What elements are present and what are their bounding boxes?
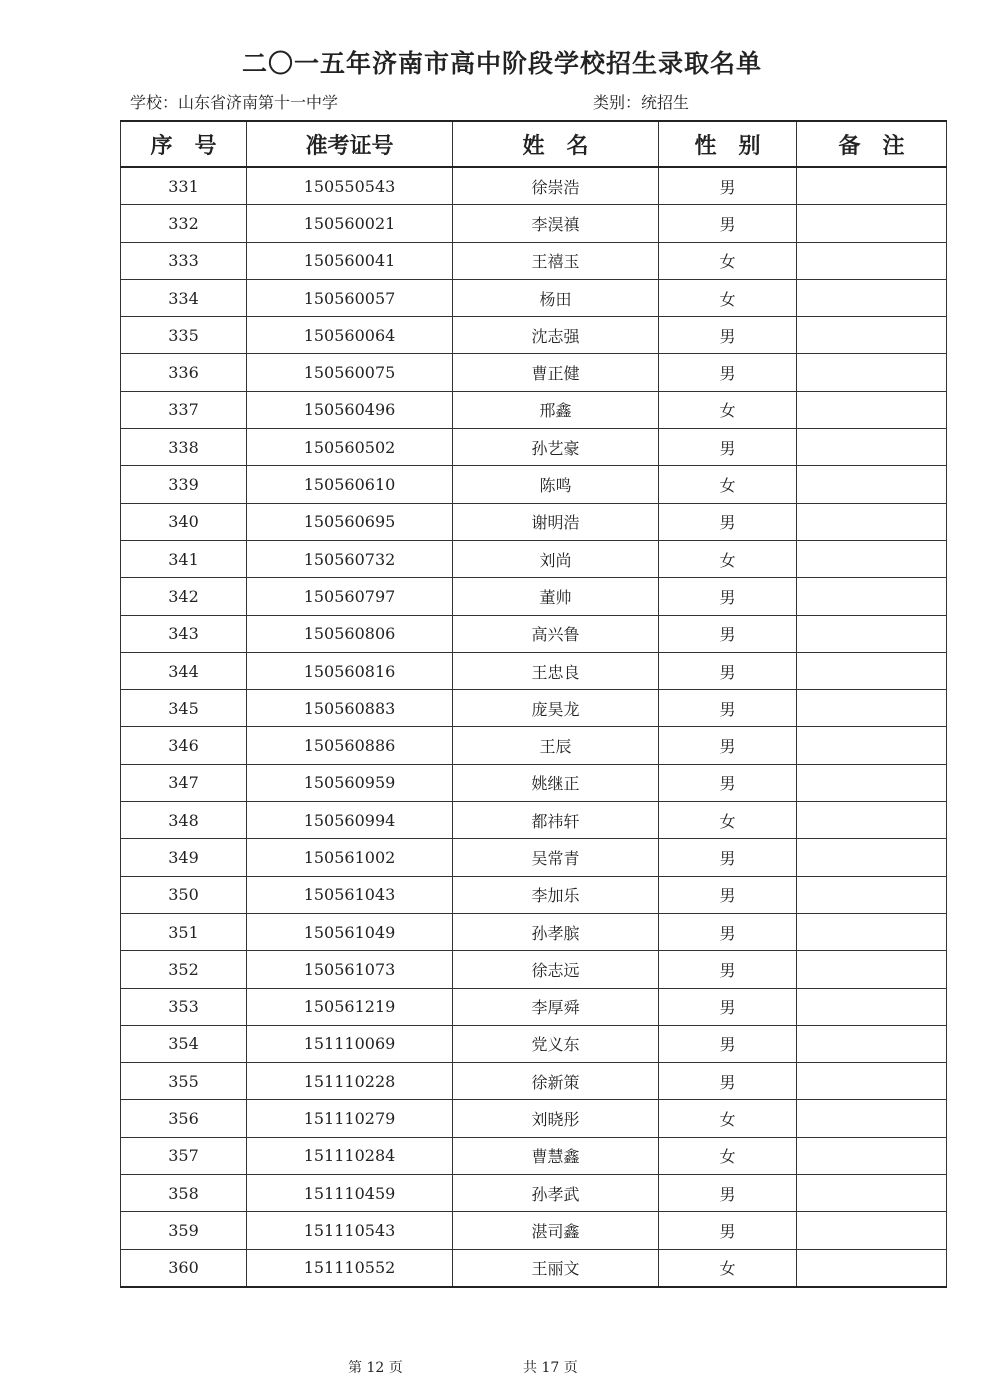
cell-gender: 女 [659,1100,797,1137]
cell-note [797,839,947,876]
cell-seq: 340 [121,503,247,540]
column-header-name: 姓 名 [453,121,659,167]
cell-exam-id: 151110228 [247,1063,453,1100]
cell-seq: 333 [121,242,247,279]
cell-seq: 349 [121,839,247,876]
cell-seq: 350 [121,876,247,913]
cell-note [797,466,947,503]
category-label: 类别：统招生 [593,93,690,112]
cell-name: 徐志远 [453,951,659,988]
table-row [121,1025,947,1062]
cell-name: 杨田 [453,279,659,316]
cell-note [797,205,947,242]
cell-gender: 男 [659,1063,797,1100]
cell-seq: 345 [121,690,247,727]
cell-seq: 347 [121,764,247,801]
cell-seq: 354 [121,1025,247,1062]
cell-gender: 女 [659,242,797,279]
cell-gender: 男 [659,652,797,689]
cell-exam-id: 150561073 [247,951,453,988]
cell-note [797,242,947,279]
cell-exam-id: 150561002 [247,839,453,876]
cell-seq: 358 [121,1175,247,1212]
cell-name: 刘晓彤 [453,1100,659,1137]
cell-seq: 332 [121,205,247,242]
cell-name: 王忠良 [453,652,659,689]
cell-exam-id: 150550543 [247,167,453,205]
cell-exam-id: 150560075 [247,354,453,391]
cell-exam-id: 150560883 [247,690,453,727]
cell-gender: 女 [659,802,797,839]
cell-gender: 男 [659,764,797,801]
table-row [121,1175,947,1212]
table-row [121,466,947,503]
cell-name: 王禧玉 [453,242,659,279]
table-row [121,167,947,205]
table-row [121,429,947,466]
table-row [121,540,947,577]
cell-note [797,279,947,316]
cell-gender: 男 [659,317,797,354]
cell-note [797,429,947,466]
cell-exam-id: 150560959 [247,764,453,801]
table-row [121,1100,947,1137]
cell-note [797,1100,947,1137]
cell-note [797,1137,947,1174]
cell-exam-id: 150560886 [247,727,453,764]
cell-seq: 338 [121,429,247,466]
cell-note [797,540,947,577]
cell-note [797,652,947,689]
table-row [121,615,947,652]
cell-gender: 男 [659,167,797,205]
cell-gender: 女 [659,279,797,316]
cell-name: 谢明浩 [453,503,659,540]
cell-exam-id: 150561043 [247,876,453,913]
cell-note [797,1063,947,1100]
cell-exam-id: 151110279 [247,1100,453,1137]
cell-gender: 男 [659,727,797,764]
cell-gender: 男 [659,1212,797,1249]
cell-gender: 男 [659,876,797,913]
table-header-row [121,121,947,167]
cell-exam-id: 151110552 [247,1249,453,1287]
cell-gender: 男 [659,205,797,242]
page-total: 共 17 页 [523,1360,578,1376]
cell-exam-id: 151110459 [247,1175,453,1212]
cell-note [797,876,947,913]
cell-gender: 男 [659,615,797,652]
cell-gender: 男 [659,1025,797,1062]
cell-gender: 女 [659,1249,797,1287]
cell-seq: 331 [121,167,247,205]
cell-note [797,167,947,205]
cell-name: 邢鑫 [453,391,659,428]
cell-name: 吴常青 [453,839,659,876]
cell-seq: 357 [121,1137,247,1174]
cell-name: 王辰 [453,727,659,764]
cell-name: 都祎轩 [453,802,659,839]
cell-gender: 男 [659,839,797,876]
table-body [121,167,947,1287]
cell-seq: 336 [121,354,247,391]
cell-note [797,1175,947,1212]
cell-name: 曹慧鑫 [453,1137,659,1174]
cell-note [797,764,947,801]
cell-name: 李淏禛 [453,205,659,242]
cell-exam-id: 150561219 [247,988,453,1025]
table-row [121,242,947,279]
cell-name: 孙艺豪 [453,429,659,466]
admission-table [120,120,947,1288]
cell-seq: 343 [121,615,247,652]
cell-seq: 351 [121,913,247,950]
cell-seq: 344 [121,652,247,689]
table-row [121,317,947,354]
cell-exam-id: 150560797 [247,578,453,615]
table-row [121,876,947,913]
cell-note [797,354,947,391]
cell-note [797,1025,947,1062]
table-row [121,727,947,764]
cell-gender: 男 [659,690,797,727]
cell-gender: 男 [659,951,797,988]
cell-gender: 男 [659,578,797,615]
cell-name: 陈鸣 [453,466,659,503]
cell-seq: 356 [121,1100,247,1137]
table-row [121,839,947,876]
cell-note [797,951,947,988]
cell-name: 湛司鑫 [453,1212,659,1249]
cell-gender: 男 [659,1175,797,1212]
cell-note [797,1249,947,1287]
cell-exam-id: 150560496 [247,391,453,428]
cell-exam-id: 151110284 [247,1137,453,1174]
cell-name: 庞昊龙 [453,690,659,727]
cell-gender: 女 [659,466,797,503]
table-row [121,764,947,801]
table-row [121,988,947,1025]
cell-exam-id: 150560816 [247,652,453,689]
table-row [121,652,947,689]
cell-exam-id: 150560994 [247,802,453,839]
cell-name: 曹正健 [453,354,659,391]
cell-note [797,913,947,950]
cell-seq: 346 [121,727,247,764]
page-number: 第 12 页 [348,1360,403,1376]
cell-seq: 359 [121,1212,247,1249]
table-row [121,1212,947,1249]
cell-name: 党义东 [453,1025,659,1062]
cell-name: 姚继正 [453,764,659,801]
cell-seq: 335 [121,317,247,354]
table-row [121,279,947,316]
cell-name: 王丽文 [453,1249,659,1287]
cell-exam-id: 150560064 [247,317,453,354]
cell-note [797,690,947,727]
cell-exam-id: 151110543 [247,1212,453,1249]
cell-seq: 337 [121,391,247,428]
cell-name: 刘尚 [453,540,659,577]
column-header-exam-id: 准考证号 [247,121,453,167]
cell-name: 孙孝武 [453,1175,659,1212]
cell-seq: 342 [121,578,247,615]
cell-exam-id: 151110069 [247,1025,453,1062]
cell-name: 孙孝膑 [453,913,659,950]
table-row [121,205,947,242]
cell-exam-id: 150560057 [247,279,453,316]
school-label: 学校：山东省济南第十一中学 [130,93,339,112]
cell-name: 徐崇浩 [453,167,659,205]
cell-seq: 341 [121,540,247,577]
cell-note [797,503,947,540]
cell-gender: 男 [659,354,797,391]
document-title: 二〇一五年济南市高中阶段学校招生录取名单 [241,49,762,78]
table-row [121,578,947,615]
cell-name: 徐新策 [453,1063,659,1100]
cell-name: 沈志强 [453,317,659,354]
table-row [121,354,947,391]
cell-seq: 360 [121,1249,247,1287]
cell-exam-id: 150560732 [247,540,453,577]
cell-name: 高兴鲁 [453,615,659,652]
cell-gender: 男 [659,429,797,466]
cell-gender: 男 [659,503,797,540]
cell-exam-id: 150560021 [247,205,453,242]
cell-seq: 352 [121,951,247,988]
cell-seq: 334 [121,279,247,316]
cell-seq: 348 [121,802,247,839]
table-row [121,1063,947,1100]
cell-exam-id: 150560610 [247,466,453,503]
cell-note [797,802,947,839]
cell-gender: 男 [659,988,797,1025]
cell-note [797,1212,947,1249]
table-row [121,503,947,540]
table-row [121,690,947,727]
table-row [121,1137,947,1174]
cell-note [797,615,947,652]
cell-exam-id: 150560695 [247,503,453,540]
cell-seq: 353 [121,988,247,1025]
table-row [121,913,947,950]
table-row [121,391,947,428]
cell-seq: 355 [121,1063,247,1100]
cell-note [797,391,947,428]
cell-gender: 女 [659,391,797,428]
cell-name: 李加乐 [453,876,659,913]
cell-note [797,578,947,615]
cell-exam-id: 150560041 [247,242,453,279]
table-row [121,802,947,839]
cell-note [797,317,947,354]
cell-exam-id: 150560806 [247,615,453,652]
table-row [121,951,947,988]
column-header-gender: 性 别 [659,121,797,167]
cell-name: 董帅 [453,578,659,615]
column-header-seq: 序 号 [121,121,247,167]
cell-note [797,988,947,1025]
cell-seq: 339 [121,466,247,503]
cell-exam-id: 150561049 [247,913,453,950]
cell-gender: 男 [659,913,797,950]
cell-name: 李厚舜 [453,988,659,1025]
column-header-note: 备 注 [797,121,947,167]
cell-exam-id: 150560502 [247,429,453,466]
table-row [121,1249,947,1287]
cell-gender: 女 [659,1137,797,1174]
cell-note [797,727,947,764]
cell-gender: 女 [659,540,797,577]
